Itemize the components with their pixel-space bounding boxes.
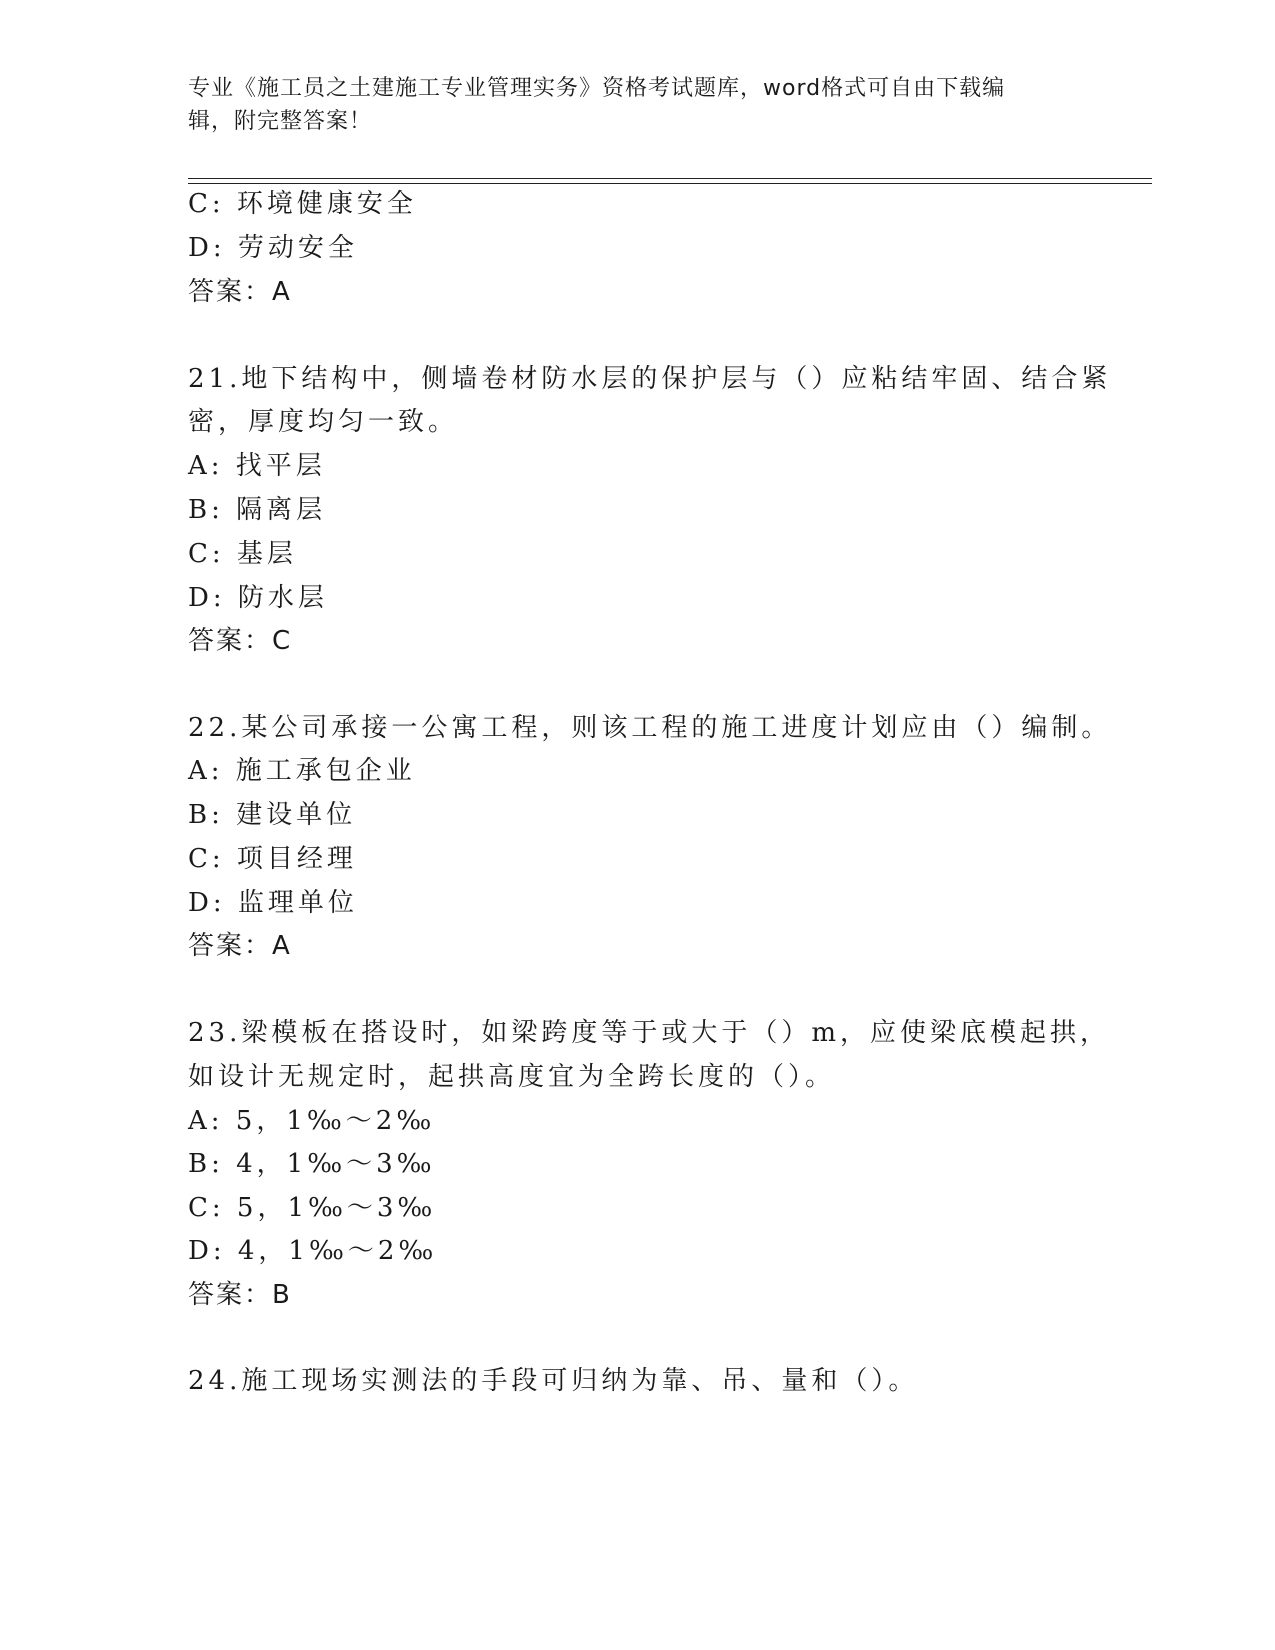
header-divider-bottom [188, 183, 1152, 184]
option-b: B: 建设单位 [188, 800, 357, 830]
header-divider-top [188, 178, 1152, 179]
option-a: A: 找平层 [188, 451, 326, 481]
option-c: C: 环境健康安全 [188, 189, 417, 219]
question-stem: 密，厚度均匀一致。 [188, 407, 459, 437]
option-b: B: 4，1‰～3‰ [188, 1149, 436, 1179]
option-d: D: 劳动安全 [188, 233, 358, 263]
question-stem: 21.地下结构中，侧墙卷材防水层的保护层与（）应粘结牢固、结合紧 [188, 364, 1112, 394]
answer: 答案：C [188, 626, 293, 656]
option-a: A: 施工承包企业 [188, 756, 416, 786]
option-c: C: 5，1‰～3‰ [188, 1193, 437, 1223]
question-stem: 如设计无规定时，起拱高度宜为全跨长度的（）。 [188, 1062, 836, 1092]
option-a: A: 5，1‰～2‰ [188, 1106, 436, 1136]
header-line-2: 辑，附完整答案！ [188, 109, 373, 134]
answer: 答案：A [188, 931, 292, 961]
option-c: C: 项目经理 [188, 844, 357, 874]
question-stem: 24.施工现场实测法的手段可归纳为靠、吊、量和（）。 [188, 1366, 919, 1396]
answer: 答案：B [188, 1280, 292, 1310]
option-d: D: 防水层 [188, 583, 328, 613]
question-stem: 23.梁模板在搭设时，如梁跨度等于或大于（）m，应使梁底模起拱， [188, 1018, 1111, 1048]
option-d: D: 监理单位 [188, 888, 358, 918]
option-b: B: 隔离层 [188, 495, 327, 525]
answer: 答案：A [188, 277, 292, 307]
header-line-1: 专业《施工员之土建施工专业管理实务》资格考试题库，word格式可自由下载编 [188, 76, 1006, 101]
document-header [188, 72, 1088, 138]
question-stem: 22.某公司承接一公寓工程，则该工程的施工进度计划应由（）编制。 [188, 713, 1112, 743]
option-c: C: 基层 [188, 539, 297, 569]
option-d: D: 4，1‰～2‰ [188, 1236, 438, 1266]
